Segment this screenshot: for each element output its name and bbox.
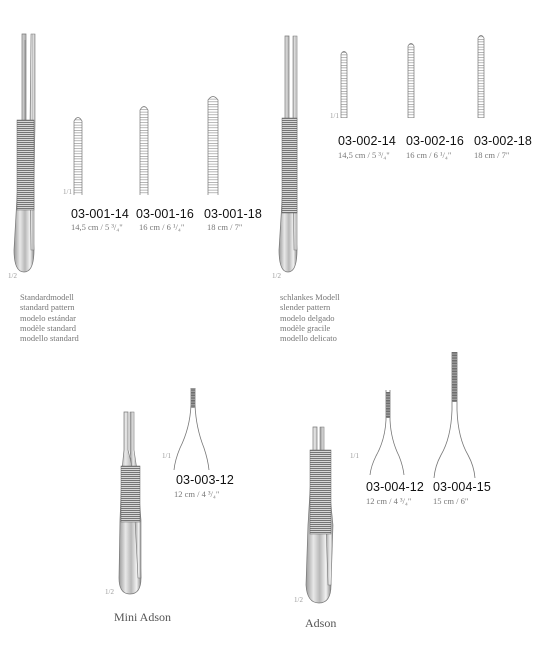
description-line: slender pattern — [280, 302, 331, 313]
product-code: 03-002-16 — [406, 134, 464, 148]
scale-label: 1/1 — [330, 112, 339, 120]
tip-03-001-18 — [208, 97, 218, 196]
tip-03-004-12 — [370, 390, 404, 475]
pattern-description — [280, 292, 340, 343]
product-size: 14,5 cm / 5 ³/₄" — [71, 222, 123, 232]
scale-label: 1/2 — [272, 272, 281, 280]
product-size: 12 cm / 4 ³/₄" — [366, 496, 412, 506]
product-code: 03-004-12 — [366, 480, 424, 494]
description-line: standard pattern — [20, 302, 75, 313]
description-line: modèle gracile — [280, 322, 331, 333]
scale-label: 1/2 — [294, 596, 303, 604]
pattern-description — [20, 292, 79, 343]
product-size: 12 cm / 4 ³/₄" — [174, 489, 220, 499]
product-code: 03-001-16 — [136, 207, 194, 221]
description-line: modelo delgado — [280, 312, 335, 323]
product-size: 16 cm / 6 ¹/₄" — [406, 150, 452, 160]
description-line: Standardmodell — [20, 292, 74, 302]
product-size: 16 cm / 6 ¹/₄" — [139, 222, 185, 232]
scale-label: 1/1 — [63, 188, 72, 196]
tip-03-001-16 — [140, 107, 148, 196]
description-line: modèle standard — [20, 322, 76, 333]
description-line: modelo estándar — [20, 312, 76, 323]
product-code: 03-001-18 — [204, 207, 262, 221]
scale-label: 1/1 — [162, 452, 171, 460]
forceps-mini-adson-drawing — [119, 412, 141, 594]
forceps-adson-drawing — [306, 427, 333, 603]
product-size: 15 cm / 6" — [433, 496, 469, 506]
tip-03-002-18 — [478, 36, 484, 119]
product-size: 14,5 cm / 5 ³/₄" — [338, 150, 390, 160]
product-code: 03-004-15 — [433, 480, 491, 494]
product-size: 18 cm / 7" — [207, 222, 243, 232]
tip-03-002-14 — [341, 52, 347, 119]
product-size: 18 cm / 7" — [474, 150, 510, 160]
tip-03-003-12 — [174, 388, 209, 470]
product-code: 03-002-14 — [338, 134, 396, 148]
scale-label: 1/2 — [8, 272, 17, 280]
description-line: modello standard — [20, 333, 79, 344]
tip-03-001-14 — [74, 118, 82, 196]
model-title: Adson — [305, 616, 337, 630]
product-code: 03-002-18 — [474, 134, 532, 148]
forceps-slender-drawing — [279, 36, 297, 272]
description-line: modello delicato — [280, 333, 337, 344]
scale-label: 1/2 — [105, 588, 114, 596]
forceps-standard-drawing — [14, 34, 35, 272]
description-line: schlankes Modell — [280, 292, 340, 302]
product-code: 03-001-14 — [71, 207, 129, 221]
model-title: Mini Adson — [114, 610, 172, 624]
tip-03-004-15 — [434, 352, 475, 478]
product-code: 03-003-12 — [176, 473, 234, 487]
scale-label: 1/1 — [350, 452, 359, 460]
tip-03-002-16 — [408, 44, 414, 119]
